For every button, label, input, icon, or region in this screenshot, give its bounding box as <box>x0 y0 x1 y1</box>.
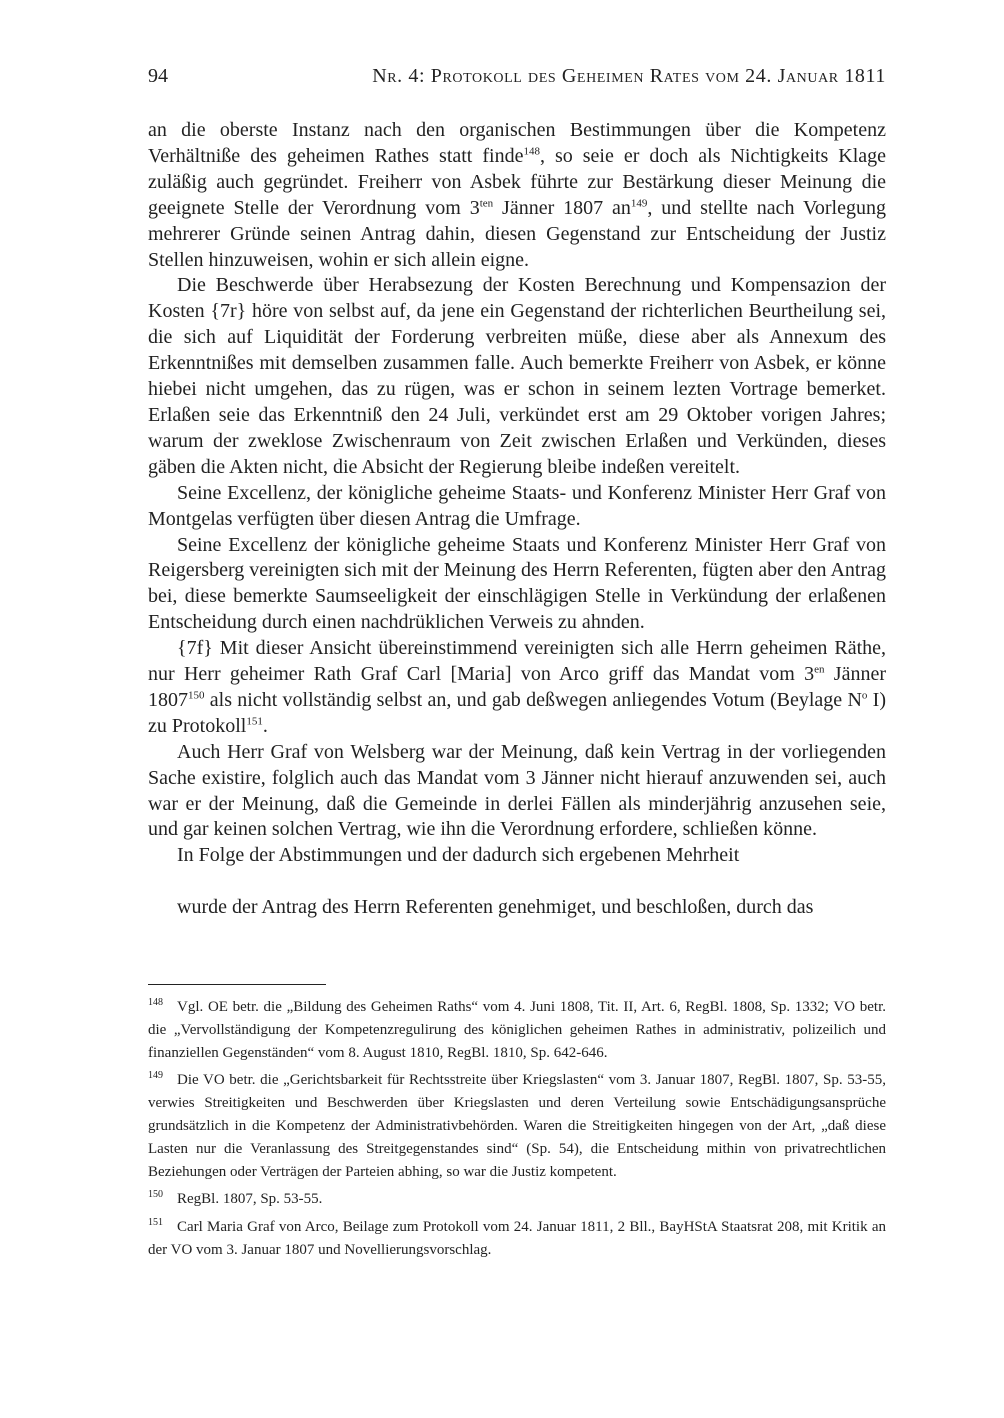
text-run: {7f} Mit dieser Ansicht übereinstimmend vereinigten sich alle Herrn geheimen Räthe, nur Herr geheimer Rath Graf Carl [Maria] von Arco griff das Mandat vom 3 <box>148 637 886 686</box>
footnote-ref-151: 151 <box>246 715 263 728</box>
footnote-151 <box>148 1216 886 1262</box>
numero-superscript: o <box>861 689 868 702</box>
text-run: . <box>262 714 268 737</box>
footnote-150 <box>148 1188 886 1211</box>
footnote-149 <box>148 1069 886 1183</box>
paragraph-1 <box>148 118 886 273</box>
text-run: Jänner 1807 an <box>493 196 631 219</box>
footnote-mark: 150 <box>148 1189 163 1201</box>
footnote-ref-148: 148 <box>523 145 540 158</box>
paragraph-5 <box>148 636 886 740</box>
paragraph-8: wurde der Antrag des Herrn Referenten genehmiget, und beschloßen, durch das <box>177 896 814 919</box>
text-run: , und stellte nach Vorlegung mehrerer Gründe seinen Antrag dahin, diesen Gegenstand zur Entscheidung der Justiz Stellen hinzuweisen, wohin er sich allein eigne. <box>148 196 886 271</box>
footnote-text: RegBl. 1807, Sp. 53-55. <box>177 1191 323 1208</box>
main-text <box>148 118 886 921</box>
footnote-text: Die VO betr. die „Gerichtsbarkeit für Rechtsstreite über Kriegslasten“ vom 3. Januar 1807, RegBl. 1807, Sp. 53-55, verwies Streitigkeiten und Beschwerden über Kriegslasten und deren Verteilung sowie Entschädigungsansprüche grundsätzlich in die Kompetenz der Administrativbehörden. Waren die Streitigkeiten hingegen von der Art, „daß diese Lasten nur die Veranlassung des Streitgegenstandes sind“ (Sp. 54), die Entscheidung mithin von privatrechtlichen Beziehungen oder Verträgen der Parteien abhing, so war die Justiz kompetent. <box>148 1072 886 1180</box>
paragraph-7: In Folge der Abstimmungen und der dadurch sich ergebenen Mehrheit <box>177 844 740 867</box>
footnote-mark: 149 <box>148 1070 163 1082</box>
footnote-text: Carl Maria Graf von Arco, Beilage zum Protokoll vom 24. Januar 1811, 2 Bll., BayHStA Staatsrat 208, mit Kritik an der VO vom 3. Januar 1807 und Novellierungsvorschlag. <box>148 1219 886 1258</box>
footnote-separator <box>148 984 326 985</box>
running-head: Nr. 4: Protokoll des Geheimen Rates vom 24. Januar 1811 <box>372 65 886 87</box>
footnotes <box>148 996 886 1267</box>
text-run: als nicht vollständig selbst an, und gab deßwegen anliegendes Votum (Beylage N <box>204 688 862 711</box>
paragraph-6: Auch Herr Graf von Welsberg war der Meinung, daß kein Vertrag in der vorliegenden Sache existire, folglich auch das Mandat vom 3 Jänner nicht hierauf anzuwenden sei, auch war er der Meinung, daß die Gemeinde in derlei Fällen als minderjährig anzusehen seie, und gar keinen solchen Vertrag, wie ihn die Verordnung erfordere, schließen könne. <box>148 740 886 841</box>
paragraph-4: Seine Excellenz der königliche geheime Staats und Konferenz Minister Herr Graf von Reigersberg vereinigten sich mit der Meinung des Herrn Referenten, fügten aber den Antrag bei, diese bemerkte Saumseeligkeit der einschlägigen Stelle in Verkündung der erlaßenen Entscheidung durch einen nachdrüklichen Verweis zu ahnden. <box>148 533 886 634</box>
paragraph-3: Seine Excellenz, der königliche geheime Staats- und Konferenz Minister Herr Graf von Montgelas verfügten über diesen Antrag die Umfrage. <box>148 481 886 530</box>
text-run: , so seie er doch als Nichtigkeits Klage zuläßig auch gegründet. Freiherr von Asbek führte zur Bestärkung dieser Meinung die geeignete Stelle der Verordnung vom 3 <box>148 144 887 219</box>
footnote-text: Vgl. OE betr. die „Bildung des Geheimen Raths“ vom 4. Juni 1808, Tit. II, Art. 6, RegBl. 1808, Sp. 1332; VO betr. die „Vervollständigung der Kompetenzregulirung des königlichen geheimen Rathes in administrativ, polizeilich und finanziellen Gegenständen“ vom 8. August 1810, RegBl. 1810, Sp. 642-646. <box>148 999 886 1061</box>
footnote-ref-150: 150 <box>188 689 205 702</box>
ordinal-superscript: ten <box>479 197 494 210</box>
footnote-mark: 148 <box>148 997 163 1008</box>
footnote-mark: 151 <box>148 1217 163 1229</box>
text-run: an die oberste Instanz nach den organischen Bestimmungen über die Kompetenz Verhältniße des geheimen Rathes statt finde <box>148 119 886 167</box>
paragraph-2: Die Beschwerde über Herabsezung der Kosten Berechnung und Kompensazion der Kosten {7r} höre von selbst auf, da jene ein Gegenstand der richterlichen Beurtheilung sei, die sich auf Liquidität der Forderung verbreiten müße, diese aber als Annexum des Erkenntnißes mit demselben zusammen falle. Auch bemerkte Freiherr von Asbek, er könne hiebei nicht umgehen, das zu rügen, was er schon in seinem lezten Vortrage bemerket. Erlaßen seie das Erkenntniß den 24 Juli, verkündet erst am 29 Oktober vorigen Jahres; warum der zweklose Zwischenraum von Zeit zwischen Erlaßen und Verkünden, dieses gäben die Akten nicht, die Absicht der Regierung bleibe indeßen vereitelt. <box>148 274 886 478</box>
footnote-148 <box>148 996 886 1064</box>
ordinal-superscript: en <box>814 663 825 676</box>
page-number: 94 <box>148 65 168 87</box>
text-run: Jänner 1807 <box>148 663 886 711</box>
text-run: I) zu Protokoll <box>148 688 886 737</box>
footnote-ref-149: 149 <box>630 197 648 210</box>
